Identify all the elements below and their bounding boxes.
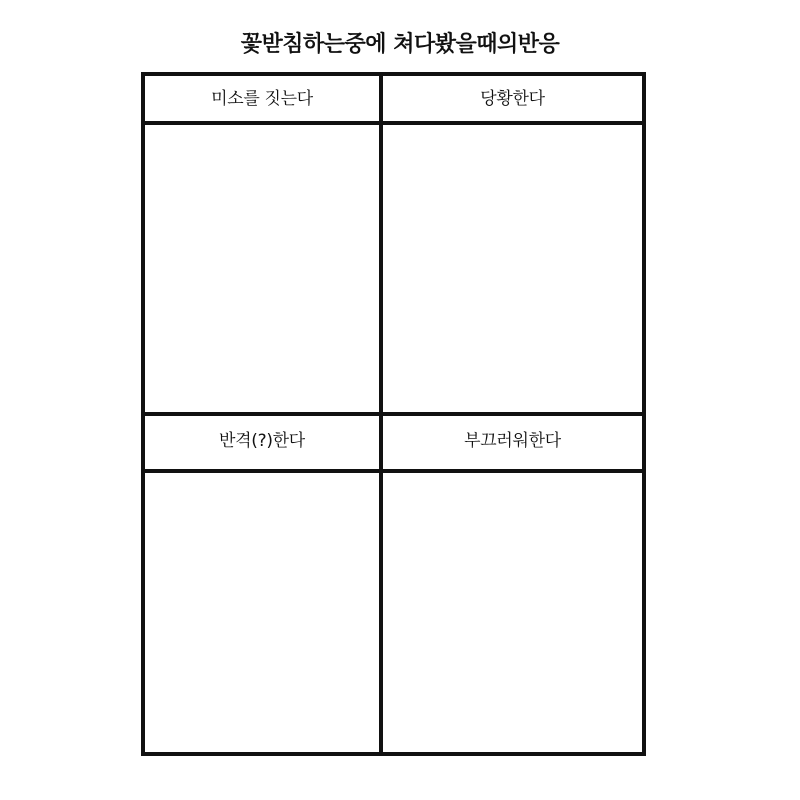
panel-label-smile: 미소를 짓는다 xyxy=(211,89,313,109)
panel-shy-drawing-area xyxy=(383,473,642,752)
panel-flustered-drawing-area xyxy=(383,125,642,412)
panel-label-flustered: 당황한다 xyxy=(480,89,545,109)
middle-divider xyxy=(141,412,646,416)
page-title: 꽃받침하는중에 쳐다봤을때의반응 xyxy=(240,32,560,57)
panel-smile-drawing-area xyxy=(145,125,379,412)
panel-counterattack-drawing-area xyxy=(145,473,379,752)
panel-label-counterattack: 반격(?)한다 xyxy=(219,431,305,451)
panel-label-shy: 부끄러워한다 xyxy=(464,431,561,451)
